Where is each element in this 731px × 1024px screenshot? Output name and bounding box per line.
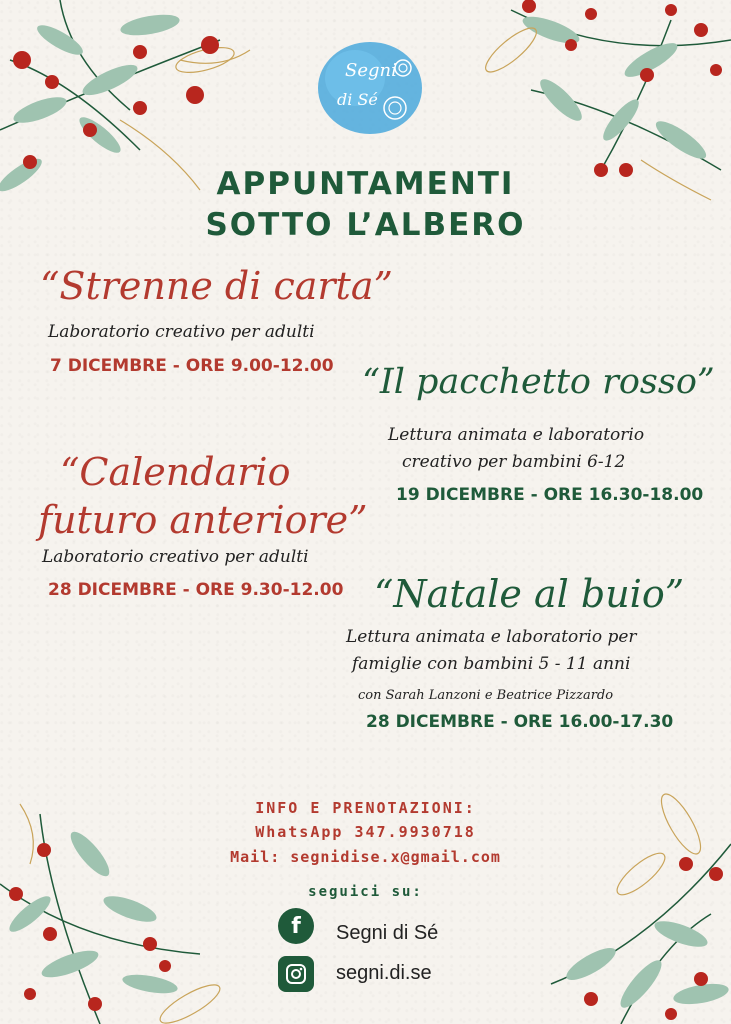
facebook-icon[interactable]: f (278, 908, 314, 944)
event-date-natale: 28 DICEMBRE - ORE 16.00-17.30 (366, 712, 674, 732)
event-desc-strenne: Laboratorio creativo per adulti (48, 322, 315, 342)
info-follow: seguici su: (308, 884, 423, 900)
info-heading: INFO E PRENOTAZIONI: (255, 799, 476, 817)
segni-di-se-logo (315, 38, 425, 138)
event-title-pacchetto: “Il pacchetto rosso” (362, 362, 715, 402)
event-title-natale: “Natale al buio” (374, 572, 685, 616)
event-desc-pacchetto-1: Lettura animata e laboratorio (388, 425, 645, 445)
instagram-label[interactable]: segni.di.se (336, 962, 432, 984)
foliage-bottom-right (531, 784, 731, 1024)
event-desc-natale-1: Lettura animata e laboratorio per (346, 627, 637, 647)
event-desc-pacchetto-2: creativo per bambini 6-12 (402, 452, 626, 472)
event-note-natale: con Sarah Lanzoni e Beatrice Pizzardo (358, 688, 614, 703)
page-title-line1: APPUNTAMENTI (216, 166, 515, 202)
info-whatsapp[interactable]: WhatsApp 347.9930718 (255, 823, 476, 841)
event-title-calendario-1: “Calendario (60, 450, 291, 494)
event-date-pacchetto: 19 DICEMBRE - ORE 16.30-18.00 (396, 485, 704, 505)
logo-text-line1: Segni (345, 60, 397, 81)
event-date-strenne: 7 DICEMBRE - ORE 9.00-12.00 (50, 356, 334, 376)
event-desc-natale-2: famiglie con bambini 5 - 11 anni (352, 654, 631, 674)
facebook-label[interactable]: Segni di Sé (336, 922, 439, 944)
event-date-calendario: 28 DICEMBRE - ORE 9.30-12.00 (48, 580, 344, 600)
event-desc-calendario: Laboratorio creativo per adulti (42, 547, 309, 567)
logo-text-line2: di Sé (337, 90, 378, 109)
instagram-icon[interactable] (278, 956, 314, 992)
event-title-calendario-2: futuro anteriore” (38, 498, 368, 542)
info-mail[interactable]: Mail: segnidise.x@gmail.com (230, 848, 501, 866)
event-title-strenne: “Strenne di carta” (40, 264, 393, 308)
page-title-line2: SOTTO L’ALBERO (205, 207, 526, 243)
